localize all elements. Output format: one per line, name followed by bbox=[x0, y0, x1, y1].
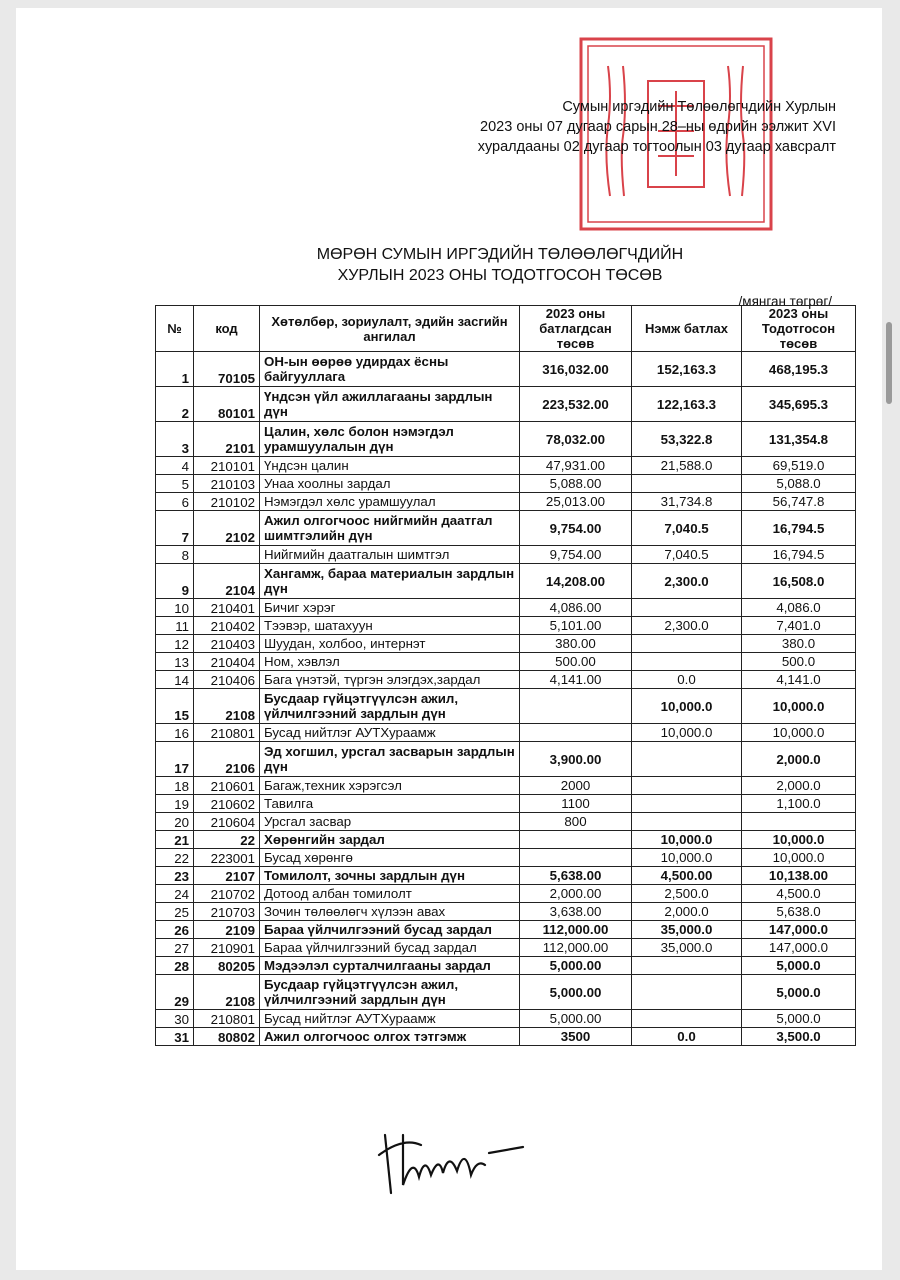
row-revised: 10,000.0 bbox=[742, 831, 856, 849]
row-approved: 5,000.00 bbox=[520, 957, 632, 975]
row-code: 2102 bbox=[194, 511, 260, 546]
row-revised: 16,794.5 bbox=[742, 546, 856, 564]
row-revised: 5,638.0 bbox=[742, 903, 856, 921]
row-revised: 10,000.0 bbox=[742, 849, 856, 867]
row-approved: 25,013.00 bbox=[520, 493, 632, 511]
table-row bbox=[156, 921, 856, 939]
row-code: 210602 bbox=[194, 795, 260, 813]
row-code: 210403 bbox=[194, 635, 260, 653]
row-code: 210801 bbox=[194, 724, 260, 742]
row-revised: 5,000.0 bbox=[742, 957, 856, 975]
row-name: Томилолт, зочны зардлын дүн bbox=[260, 867, 520, 885]
row-revised: 147,000.0 bbox=[742, 939, 856, 957]
row-code: 22 bbox=[194, 831, 260, 849]
row-code: 210404 bbox=[194, 653, 260, 671]
row-additional: 152,163.3 bbox=[632, 352, 742, 387]
row-code: 210402 bbox=[194, 617, 260, 635]
row-name: Ном, хэвлэл bbox=[260, 653, 520, 671]
row-additional: 2,300.0 bbox=[632, 617, 742, 635]
row-additional bbox=[632, 777, 742, 795]
row-number: 8 bbox=[156, 546, 194, 564]
row-number: 6 bbox=[156, 493, 194, 511]
row-approved: 5,101.00 bbox=[520, 617, 632, 635]
row-approved: 2,000.00 bbox=[520, 885, 632, 903]
row-approved: 4,141.00 bbox=[520, 671, 632, 689]
table-row bbox=[156, 885, 856, 903]
row-additional bbox=[632, 957, 742, 975]
row-number: 21 bbox=[156, 831, 194, 849]
row-code: 80802 bbox=[194, 1028, 260, 1046]
table-row bbox=[156, 635, 856, 653]
row-name: Урсгал засвар bbox=[260, 813, 520, 831]
row-code: 210601 bbox=[194, 777, 260, 795]
row-revised: 1,100.0 bbox=[742, 795, 856, 813]
row-approved: 9,754.00 bbox=[520, 511, 632, 546]
row-approved bbox=[520, 831, 632, 849]
row-number: 17 bbox=[156, 742, 194, 777]
row-code: 223001 bbox=[194, 849, 260, 867]
column-header-additional: Нэмж батлах bbox=[632, 306, 742, 352]
row-additional: 2,500.0 bbox=[632, 885, 742, 903]
row-number: 11 bbox=[156, 617, 194, 635]
row-name: Бараа үйлчилгээний бусад зардал bbox=[260, 939, 520, 957]
row-approved: 112,000.00 bbox=[520, 921, 632, 939]
row-additional: 0.0 bbox=[632, 1028, 742, 1046]
table-header-row bbox=[156, 306, 856, 352]
row-revised: 4,500.0 bbox=[742, 885, 856, 903]
column-header-code: код bbox=[194, 306, 260, 352]
row-name: Бараа үйлчилгээний бусад зардал bbox=[260, 921, 520, 939]
row-code: 2109 bbox=[194, 921, 260, 939]
row-approved: 800 bbox=[520, 813, 632, 831]
row-approved: 47,931.00 bbox=[520, 457, 632, 475]
row-revised: 10,000.0 bbox=[742, 689, 856, 724]
row-additional: 7,040.5 bbox=[632, 511, 742, 546]
row-number: 31 bbox=[156, 1028, 194, 1046]
row-code: 70105 bbox=[194, 352, 260, 387]
row-number: 16 bbox=[156, 724, 194, 742]
row-name: Унаа хоолны зардал bbox=[260, 475, 520, 493]
row-number: 12 bbox=[156, 635, 194, 653]
row-approved: 3500 bbox=[520, 1028, 632, 1046]
row-approved: 3,900.00 bbox=[520, 742, 632, 777]
row-approved: 316,032.00 bbox=[520, 352, 632, 387]
row-code: 80101 bbox=[194, 387, 260, 422]
row-number: 2 bbox=[156, 387, 194, 422]
row-name: Хөрөнгийн зардал bbox=[260, 831, 520, 849]
row-code: 80205 bbox=[194, 957, 260, 975]
row-code: 2106 bbox=[194, 742, 260, 777]
row-revised: 2,000.0 bbox=[742, 742, 856, 777]
table-row bbox=[156, 975, 856, 1010]
row-revised: 69,519.0 bbox=[742, 457, 856, 475]
row-code: 210801 bbox=[194, 1010, 260, 1028]
header-line: Сумын иргэдийн Төлөөлөгчдийн Хурлын bbox=[562, 99, 836, 115]
row-name: Бусдаар гүйцэтгүүлсэн ажил, үйлчилгээний зардлын дүн bbox=[260, 689, 520, 724]
row-additional bbox=[632, 975, 742, 1010]
row-additional: 7,040.5 bbox=[632, 546, 742, 564]
row-revised: 500.0 bbox=[742, 653, 856, 671]
row-code: 210901 bbox=[194, 939, 260, 957]
row-name: Бусад хөрөнгө bbox=[260, 849, 520, 867]
table-row bbox=[156, 511, 856, 546]
row-additional: 2,000.0 bbox=[632, 903, 742, 921]
row-additional bbox=[632, 599, 742, 617]
unit-label: /мянган төгрөг/ bbox=[738, 294, 832, 309]
row-revised: 131,354.8 bbox=[742, 422, 856, 457]
row-number: 18 bbox=[156, 777, 194, 795]
title-line-1: МӨРӨН СУМЫН ИРГЭДИЙН ТӨЛӨӨЛӨГЧДИЙН bbox=[316, 246, 684, 263]
table-row bbox=[156, 564, 856, 599]
row-revised: 56,747.8 bbox=[742, 493, 856, 511]
row-additional: 10,000.0 bbox=[632, 849, 742, 867]
table-row bbox=[156, 831, 856, 849]
row-code: 210101 bbox=[194, 457, 260, 475]
table-row bbox=[156, 689, 856, 724]
column-header-name: Хөтөлбөр, зориулалт, эдийн засгийн ангилал bbox=[260, 306, 520, 352]
row-code: 2107 bbox=[194, 867, 260, 885]
row-additional bbox=[632, 475, 742, 493]
row-name: Эд хогшил, урсгал засварын зардлын дүн bbox=[260, 742, 520, 777]
row-approved: 380.00 bbox=[520, 635, 632, 653]
handwritten-signature bbox=[373, 1115, 533, 1205]
row-name: Тавилга bbox=[260, 795, 520, 813]
row-additional bbox=[632, 635, 742, 653]
column-header-no: № bbox=[156, 306, 194, 352]
row-approved: 112,000.00 bbox=[520, 939, 632, 957]
row-additional bbox=[632, 742, 742, 777]
row-approved: 9,754.00 bbox=[520, 546, 632, 564]
table-row bbox=[156, 957, 856, 975]
row-revised: 345,695.3 bbox=[742, 387, 856, 422]
row-additional: 31,734.8 bbox=[632, 493, 742, 511]
row-code bbox=[194, 546, 260, 564]
row-code: 2108 bbox=[194, 975, 260, 1010]
row-name: Бичиг хэрэг bbox=[260, 599, 520, 617]
row-number: 24 bbox=[156, 885, 194, 903]
row-code: 210102 bbox=[194, 493, 260, 511]
row-name: Дотоод албан томилолт bbox=[260, 885, 520, 903]
row-number: 22 bbox=[156, 849, 194, 867]
row-revised: 3,500.0 bbox=[742, 1028, 856, 1046]
row-revised: 380.0 bbox=[742, 635, 856, 653]
table-row bbox=[156, 939, 856, 957]
budget-table bbox=[155, 305, 856, 1046]
row-name: Нийгмийн даатгалын шимтгэл bbox=[260, 546, 520, 564]
row-approved: 2000 bbox=[520, 777, 632, 795]
table-row bbox=[156, 352, 856, 387]
row-revised: 5,000.0 bbox=[742, 1010, 856, 1028]
title-line-2: ХУРЛЫН 2023 ОНЫ ТОДОТГОСОН ТӨСӨВ bbox=[337, 267, 663, 284]
row-additional: 10,000.0 bbox=[632, 831, 742, 849]
row-number: 19 bbox=[156, 795, 194, 813]
row-number: 4 bbox=[156, 457, 194, 475]
row-number: 13 bbox=[156, 653, 194, 671]
row-approved: 5,638.00 bbox=[520, 867, 632, 885]
row-number: 30 bbox=[156, 1010, 194, 1028]
header-line: 2023 оны 07 дугаар сарын 28–ны өдрийн ээлжит XVI bbox=[480, 119, 836, 135]
row-number: 20 bbox=[156, 813, 194, 831]
row-revised: 16,508.0 bbox=[742, 564, 856, 599]
row-code: 210703 bbox=[194, 903, 260, 921]
row-approved: 14,208.00 bbox=[520, 564, 632, 599]
row-name: Зочин төлөөлөгч хүлээн авах bbox=[260, 903, 520, 921]
row-additional: 10,000.0 bbox=[632, 724, 742, 742]
row-name: Цалин, хөлс болон нэмэгдэл урамшуулалын дүн bbox=[260, 422, 520, 457]
row-code: 210406 bbox=[194, 671, 260, 689]
row-number: 7 bbox=[156, 511, 194, 546]
row-name: Үндсэн цалин bbox=[260, 457, 520, 475]
row-name: Багаж,техник хэрэгсэл bbox=[260, 777, 520, 795]
table-row bbox=[156, 1010, 856, 1028]
row-code: 210702 bbox=[194, 885, 260, 903]
row-number: 1 bbox=[156, 352, 194, 387]
row-revised: 5,000.0 bbox=[742, 975, 856, 1010]
table-row bbox=[156, 724, 856, 742]
table-row bbox=[156, 742, 856, 777]
row-revised bbox=[742, 813, 856, 831]
row-additional: 53,322.8 bbox=[632, 422, 742, 457]
row-number: 10 bbox=[156, 599, 194, 617]
row-number: 25 bbox=[156, 903, 194, 921]
table-row bbox=[156, 599, 856, 617]
row-number: 3 bbox=[156, 422, 194, 457]
row-additional bbox=[632, 795, 742, 813]
row-approved: 78,032.00 bbox=[520, 422, 632, 457]
row-revised: 5,088.0 bbox=[742, 475, 856, 493]
row-approved: 3,638.00 bbox=[520, 903, 632, 921]
table-row bbox=[156, 387, 856, 422]
appendix-header bbox=[478, 97, 836, 157]
row-revised: 10,138.00 bbox=[742, 867, 856, 885]
table-row bbox=[156, 903, 856, 921]
row-additional: 122,163.3 bbox=[632, 387, 742, 422]
table-row bbox=[156, 813, 856, 831]
table-row bbox=[156, 671, 856, 689]
row-code: 210604 bbox=[194, 813, 260, 831]
table-row bbox=[156, 849, 856, 867]
row-code: 210401 bbox=[194, 599, 260, 617]
table-row bbox=[156, 493, 856, 511]
row-revised: 7,401.0 bbox=[742, 617, 856, 635]
row-name: Ажил олгогчоос нийгмийн даатгал шимтгэлийн дүн bbox=[260, 511, 520, 546]
table-row bbox=[156, 795, 856, 813]
header-line: хуралдааны 02 дугаар тогтоолын 03 дугаар хавсралт bbox=[477, 139, 836, 155]
row-name: Үндсэн үйл ажиллагааны зардлын дүн bbox=[260, 387, 520, 422]
row-number: 23 bbox=[156, 867, 194, 885]
row-approved: 500.00 bbox=[520, 653, 632, 671]
row-additional bbox=[632, 813, 742, 831]
row-revised: 468,195.3 bbox=[742, 352, 856, 387]
row-approved: 4,086.00 bbox=[520, 599, 632, 617]
row-code: 2104 bbox=[194, 564, 260, 599]
column-header-approved: 2023 оны батлагдсан төсөв bbox=[520, 306, 632, 352]
table-row bbox=[156, 457, 856, 475]
table-row bbox=[156, 653, 856, 671]
row-name: Хангамж, бараа материалын зардлын дүн bbox=[260, 564, 520, 599]
row-number: 9 bbox=[156, 564, 194, 599]
row-number: 26 bbox=[156, 921, 194, 939]
scrollbar-thumb[interactable] bbox=[886, 322, 892, 404]
row-revised: 147,000.0 bbox=[742, 921, 856, 939]
row-approved: 5,088.00 bbox=[520, 475, 632, 493]
row-number: 5 bbox=[156, 475, 194, 493]
row-name: ОН-ын өөрөө удирдах ёсны байгууллага bbox=[260, 352, 520, 387]
row-revised: 4,086.0 bbox=[742, 599, 856, 617]
row-additional: 35,000.0 bbox=[632, 939, 742, 957]
table-row bbox=[156, 777, 856, 795]
row-name: Бусдаар гүйцэтгүүлсэн ажил, үйлчилгээний зардлын дүн bbox=[260, 975, 520, 1010]
row-name: Бусад нийтлэг АУТХураамж bbox=[260, 1010, 520, 1028]
table-body bbox=[156, 352, 856, 1046]
row-name: Тээвэр, шатахуун bbox=[260, 617, 520, 635]
row-number: 15 bbox=[156, 689, 194, 724]
row-approved bbox=[520, 724, 632, 742]
row-number: 29 bbox=[156, 975, 194, 1010]
row-number: 27 bbox=[156, 939, 194, 957]
row-additional: 0.0 bbox=[632, 671, 742, 689]
row-revised: 16,794.5 bbox=[742, 511, 856, 546]
column-header-revised: 2023 оны Тодотгосон төсөв bbox=[742, 306, 856, 352]
row-approved: 5,000.00 bbox=[520, 1010, 632, 1028]
table-row bbox=[156, 546, 856, 564]
table-row bbox=[156, 422, 856, 457]
row-additional: 10,000.0 bbox=[632, 689, 742, 724]
row-additional bbox=[632, 653, 742, 671]
row-revised: 2,000.0 bbox=[742, 777, 856, 795]
row-additional: 21,588.0 bbox=[632, 457, 742, 475]
row-code: 2108 bbox=[194, 689, 260, 724]
row-additional: 2,300.0 bbox=[632, 564, 742, 599]
row-additional: 4,500.00 bbox=[632, 867, 742, 885]
row-approved bbox=[520, 849, 632, 867]
row-number: 28 bbox=[156, 957, 194, 975]
row-additional: 35,000.0 bbox=[632, 921, 742, 939]
row-name: Ажил олгогчоос олгох тэтгэмж bbox=[260, 1028, 520, 1046]
row-code: 210103 bbox=[194, 475, 260, 493]
row-name: Мэдээлэл сурталчилгааны зардал bbox=[260, 957, 520, 975]
row-approved: 223,532.00 bbox=[520, 387, 632, 422]
table-row bbox=[156, 867, 856, 885]
table-row bbox=[156, 475, 856, 493]
table-row bbox=[156, 1028, 856, 1046]
row-approved bbox=[520, 689, 632, 724]
row-name: Бага үнэтэй, түргэн элэгдэх,зардал bbox=[260, 671, 520, 689]
row-additional bbox=[632, 1010, 742, 1028]
row-revised: 4,141.0 bbox=[742, 671, 856, 689]
row-approved: 5,000.00 bbox=[520, 975, 632, 1010]
row-approved: 1100 bbox=[520, 795, 632, 813]
row-number: 14 bbox=[156, 671, 194, 689]
document-title bbox=[280, 244, 720, 286]
table-row bbox=[156, 617, 856, 635]
row-revised: 10,000.0 bbox=[742, 724, 856, 742]
row-name: Бусад нийтлэг АУТХураамж bbox=[260, 724, 520, 742]
row-name: Нэмэгдэл хөлс урамшуулал bbox=[260, 493, 520, 511]
row-name: Шуудан, холбоо, интернэт bbox=[260, 635, 520, 653]
row-code: 2101 bbox=[194, 422, 260, 457]
